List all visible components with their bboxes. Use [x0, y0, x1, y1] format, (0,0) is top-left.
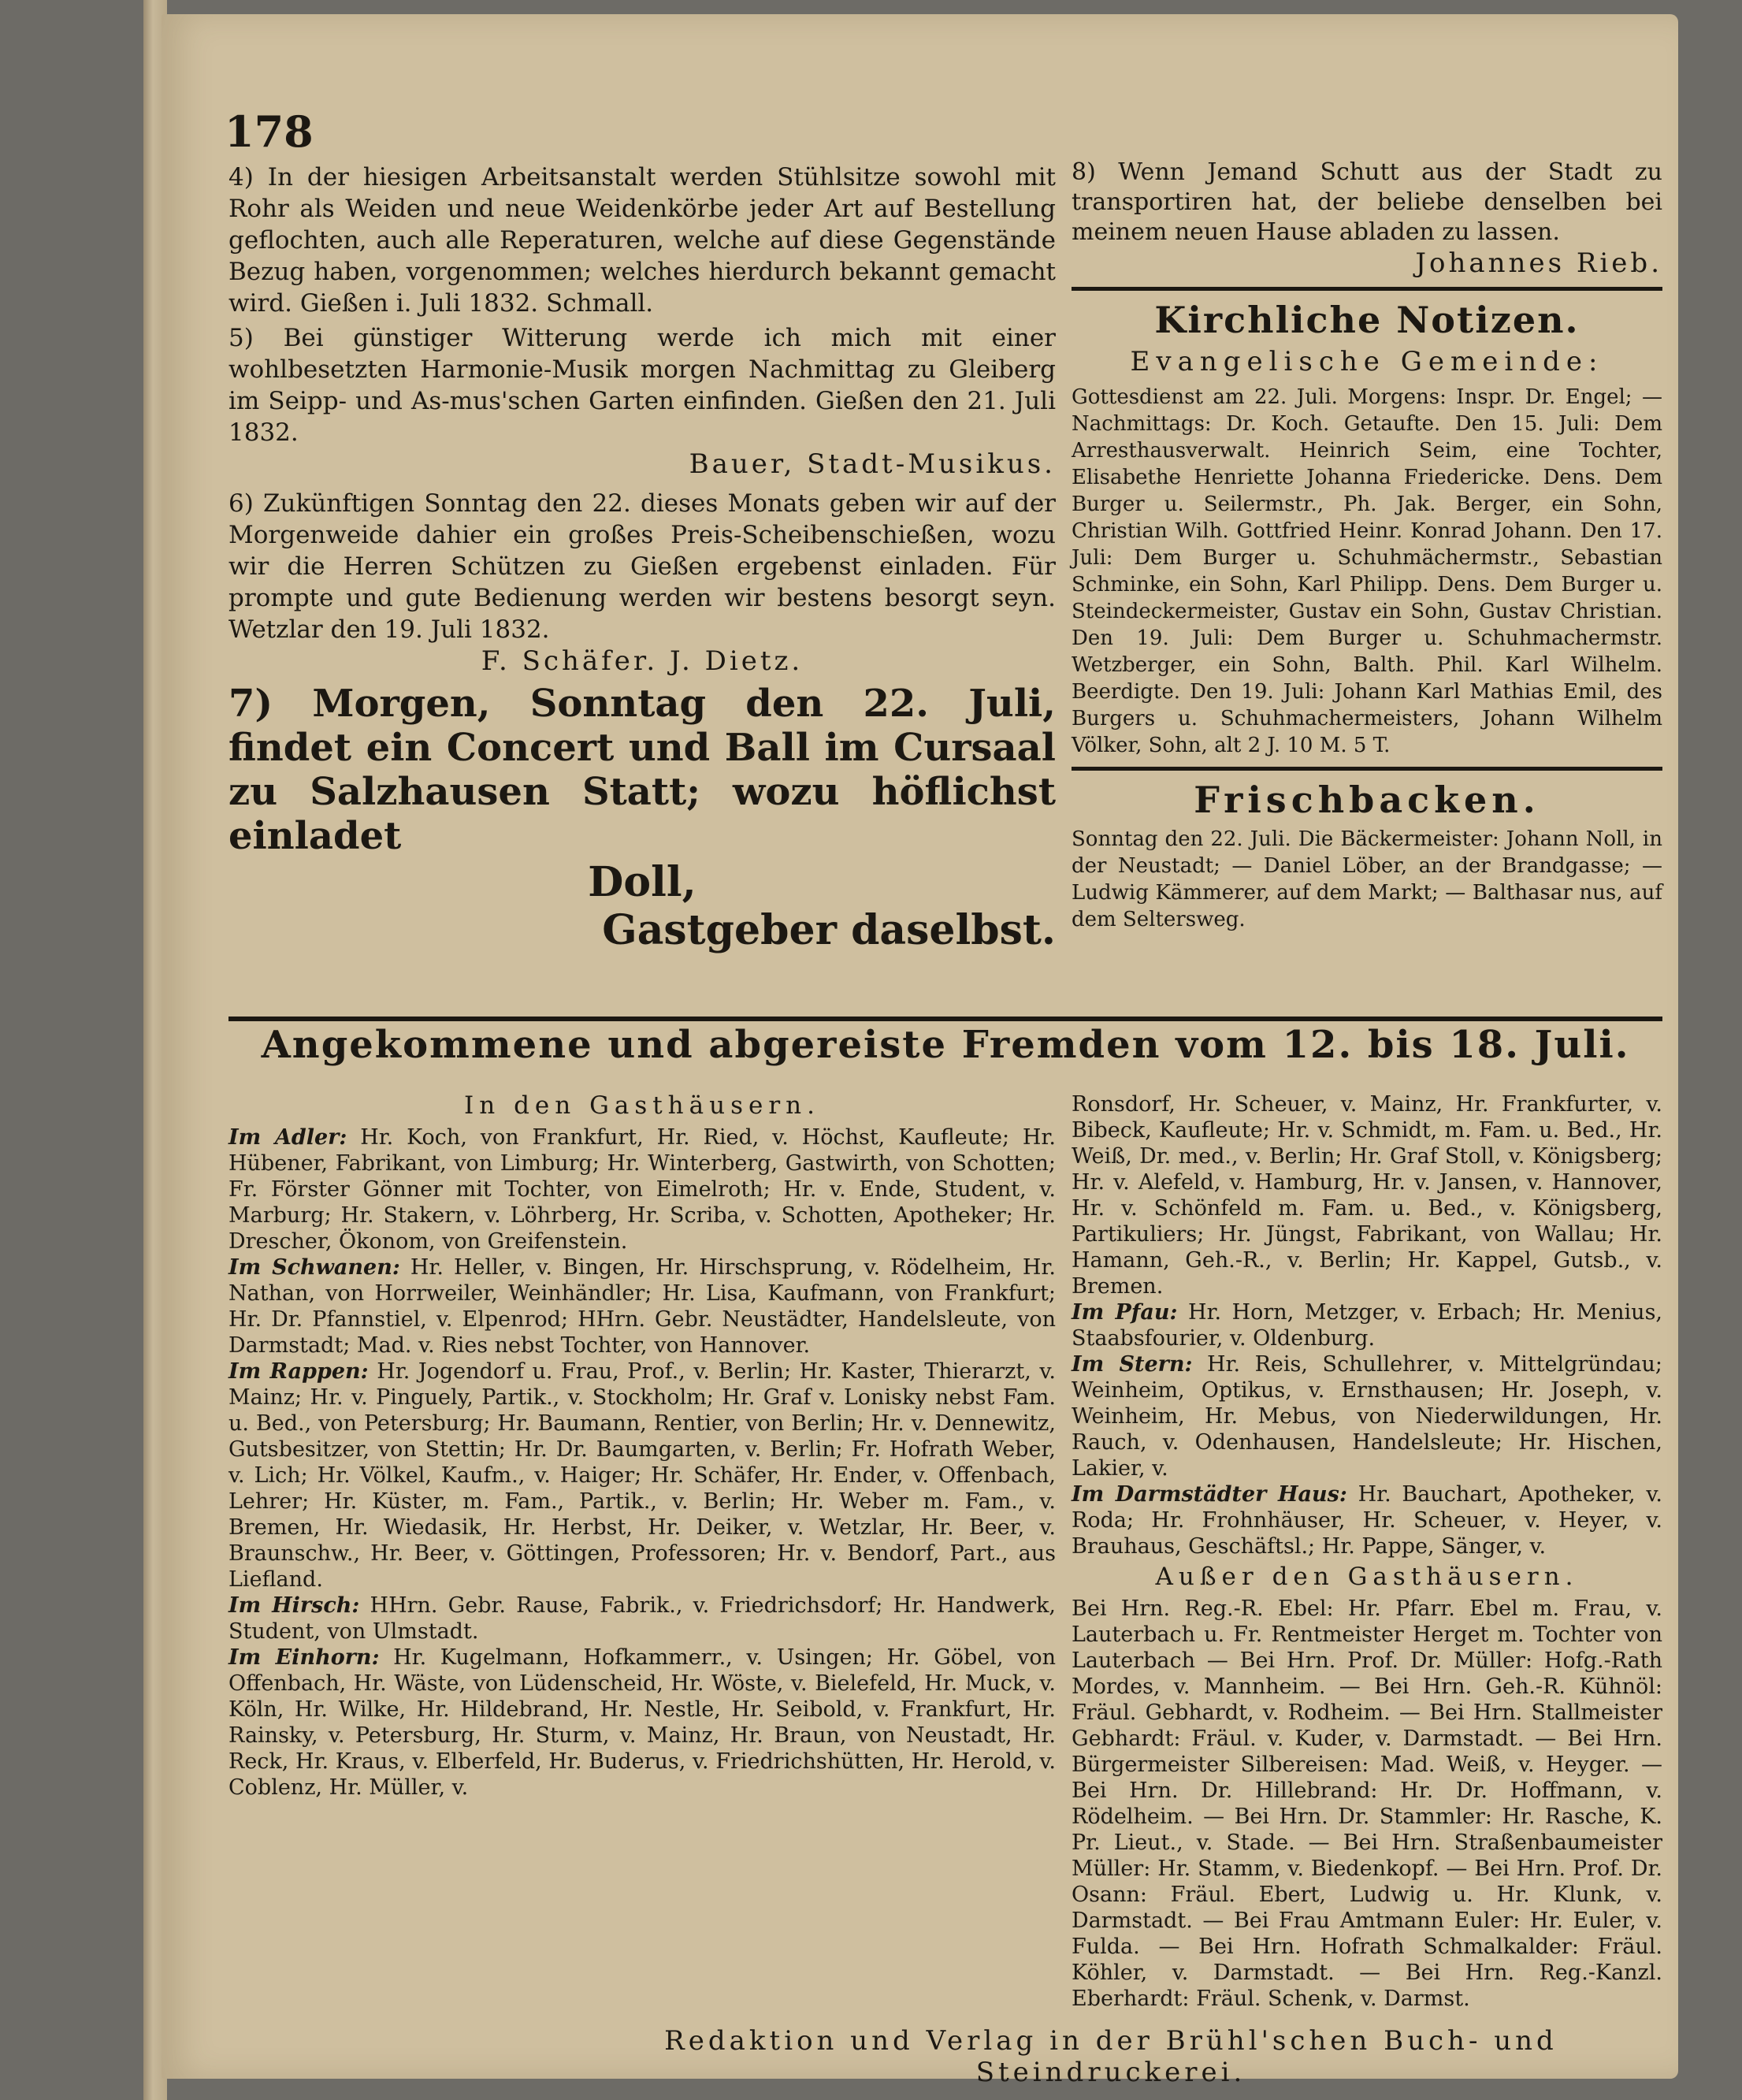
arrivals-title: Angekommene und abgereiste Fremden vom 12. bis 18. Juli.: [261, 1023, 1630, 1067]
rappen-entry: [228, 1358, 1056, 1593]
stern-text: Hr. Reis, Schullehrer, v. Mittelgründau; Weinheim, Optikus, v. Ernsthausen; Hr. Joseph, v. Weinheim, Hr. Mebus, von Niederwildungen, Hr. Rauch, v. Odenhausen, Handelsleute; Hr. Hischen, Lakier, v.: [1072, 1352, 1662, 1481]
stern-label: Im Stern:: [1072, 1352, 1193, 1377]
rappen-label: Im Rappen:: [228, 1359, 369, 1384]
divider-rule: [1072, 287, 1662, 291]
notice-5: 5) Bei günstiger Witterung werde ich mich mit einer wohlbesetzten Harmonie-Musik morgen Nachmittag zu Gleiberg im Seipp- und As-mus'schen Garten einfinden. Gießen den 21. Juli 1832.: [228, 324, 1056, 447]
inns-subheading: In den Gasthäusern.: [464, 1091, 820, 1120]
banner-rule: [228, 1017, 1662, 1021]
notice-5-signature: Bauer, Stadt-Musikus.: [689, 448, 1056, 480]
notice-8: 8) Wenn Jemand Schutt aus der Stadt zu transportiren hat, der beliebe denselben bei meinem neuen Hause abladen zu lassen.: [1072, 158, 1662, 246]
church-notices-heading: Kirchliche Notizen.: [1154, 299, 1580, 341]
notice-6: 6) Zukünftigen Sonntag den 22. dieses Monats geben wir auf der Morgenweide dahier ein großes Preis-Scheibenschießen, wozu wir die Herren Schützen zu Gießen ergebenst einladen. Für prompte und gute Bedienung werden wir bestens besorgt seyn. Wetzlar den 19. Juli 1832.: [228, 489, 1056, 644]
adler-label: Im Adler:: [228, 1125, 347, 1150]
bakery-heading: Frischbacken.: [1194, 779, 1540, 821]
darmstaedter-entry: [1072, 1481, 1662, 1559]
divider-rule: [1072, 767, 1662, 771]
arrivals-continued-text: Ronsdorf, Hr. Scheuer, v. Mainz, Hr. Frankfurter, v. Bibeck, Kaufleute; Hr. v. Schmidt, m. Fam. u. Bed., Hr. Weiß, Dr. med., v. Berlin; Hr. Graf Stoll, v. Königsberg; Hr. v. Alefeld, v. Hamburg, Hr. v. Jansen, v. Hannover, Hr. v. Schönfeld m. Fam. u. Bed., v. Königsberg, Partikuliers; Hr. Jüngst, Fabrikant, von Wallau; Hr. Hamann, Geh.-R., v. Berlin; Hr. Kappel, Gutsb., v. Bremen.: [1072, 1092, 1662, 1299]
hirsch-label: Im Hirsch:: [228, 1593, 360, 1618]
darmstaedter-text: Hr. Bauchart, Apotheker, v. Roda; Hr. Frohnhäuser, Hr. Scheuer, v. Heyer, v. Brauhaus, Geschäftsl.; Hr. Pappe, Sänger, v.: [1072, 1482, 1662, 1559]
schwanen-entry: [228, 1254, 1056, 1358]
einhorn-text: Hr. Kugelmann, Hofkammerr., v. Usingen; Hr. Göbel, von Offenbach, Hr. Wäste, von Lüdenscheid, Hr. Wöste, v. Bielefeld, Hr. Muck, v. Köln, Hr. Wilke, Hr. Hildebrand, Hr. Nestle, Hr. Seibold, v. Frankfurt, Hr. Rainsky, v. Petersburg, Hr. Sturm, v. Mainz, Hr. Braun, von Neustadt, Hr. Reck, Hr. Kraus, v. Elberfeld, Hr. Buderus, v. Friedrichshütten, Hr. Herold, v. Coblenz, Hr. Müller, v.: [228, 1645, 1056, 1800]
page-number: 178: [225, 106, 314, 157]
arrivals-left-column: [228, 1091, 1056, 1801]
pfau-entry: [1072, 1299, 1662, 1351]
church-subheading: Evangelische Gemeinde:: [1130, 346, 1604, 377]
notice-4: 4) In der hiesigen Arbeitsanstalt werden Stühlsitze sowohl mit Rohr als Weiden und neue Weidenkörbe jeder Art auf Bestellung geflochten, auch alle Reperaturen, welche auf diese Gegenstände Bezug haben, vorgenommen; welches hierdurch bekannt gemacht wird. Gießen i. Juli 1832. Schmall.: [228, 163, 1056, 318]
einhorn-label: Im Einhorn:: [228, 1645, 380, 1670]
notice-8-signature: Johannes Rieb.: [1415, 247, 1662, 279]
notice-7-signature-name: Doll,: [588, 858, 696, 906]
adler-entry: [228, 1124, 1056, 1254]
schwanen-label: Im Schwanen:: [228, 1255, 400, 1280]
hirsch-text: HHrn. Gebr. Rause, Fabrik., v. Friedrichsdorf; Hr. Handwerk, Student, von Ulmstadt.: [228, 1593, 1056, 1644]
notice-7-signature-title: Gastgeber daselbst.: [602, 906, 1056, 954]
bakery-text: Sonntag den 22. Juli. Die Bäckermeister: Johann Noll, in der Neustadt; — Daniel Löber, an der Brandgasse; — Ludwig Kämmerer, auf dem Markt; — Balthasar nus, auf dem Seltersweg.: [1072, 827, 1662, 931]
church-notices-text: Gottesdienst am 22. Juli. Morgens: Inspr. Dr. Engel; — Nachmittags: Dr. Koch. Getaufte. Den 15. Juli: Dem Arresthausverwalt. Heinrich Seim, eine Tochter, Elisabethe Henriette Johanna Friedericke. Dens. Dem Burger u. Seilermstr., Ph. Jak. Berger, ein Sohn, Christian Wilh. Gottfried Heinr. Konrad Johann. Den 17. Juli: Dem Burger u. Schuhmächermstr., Sebastian Schminke, ein Sohn, Karl Philipp. Dens. Dem Burger u. Steindeckermeister, Gustav ein Sohn, Gustav Christian. Den 19. Juli: Dem Burger u. Schuhmachermstr. Wetzberger, ein Sohn, Balth. Phil. Karl Wilhelm. Beerdigte. Den 19. Juli: Johann Karl Mathias Emil, des Burgers u. Schuhmachermeisters, Johann Wilhelm Völker, Sohn, alt 2 J. 10 M. 5 T.: [1072, 385, 1662, 757]
right-column: [1072, 158, 1662, 933]
publisher-footer: Redaktion und Verlag in der Brühl'schen Buch- und Steindruckerei.: [664, 2025, 1558, 2088]
darmstaedter-label: Im Darmstädter Haus:: [1072, 1482, 1347, 1507]
hirsch-entry: [228, 1593, 1056, 1645]
stern-entry: [1072, 1351, 1662, 1481]
notice-7: 7) Morgen, Sonntag den 22. Juli, findet ein Concert und Ball im Cursaal zu Salzhausen Statt; wozu höflichst einladet: [228, 682, 1056, 858]
notice-6-signature: F. Schäfer. J. Dietz.: [481, 645, 804, 677]
outside-inns-subheading: Außer den Gasthäusern.: [1155, 1563, 1579, 1591]
schwanen-text: Hr. Heller, v. Bingen, Hr. Hirschsprung, v. Rödelheim, Hr. Nathan, von Horrweiler, Weinhändler; Hr. Lisa, Kaufmann, von Frankfurt; Hr. Dr. Pfannstiel, v. Elpenrod; HHrn. Gebr. Neustädter, Handelsleute, von Darmstadt; Mad. v. Ries nebst Tochter, von Hannover.: [228, 1255, 1057, 1358]
arrivals-right-column: [1072, 1052, 1662, 2012]
left-column: [228, 162, 1056, 954]
rappen-text: Hr. Jogendorf u. Frau, Prof., v. Berlin; Hr. Kaster, Thierarzt, v. Mainz; Hr. v. Pinguely, Partik., v. Stockholm; Hr. Graf v. Lonisky nebst Fam. u. Bed., von Petersburg; Hr. Baumann, Rentier, von Berlin; Hr. v. Dennewitz, Gutsbesitzer, von Stettin; Hr. Dr. Baumgarten, v. Berlin; Fr. Hofrath Weber, v. Lich; Hr. Völkel, Kaufm., v. Haiger; Hr. Schäfer, Hr. Ender, v. Offenbach, Lehrer; Hr. Küster, m. Fam., Partik., v. Berlin; Hr. Weber m. Fam., v. Bremen, Hr. Wiedasik, Hr. Herbst, Hr. Deiker, v. Wetzlar, Hr. Beer, v. Braunschw., Hr. Beer, v. Göttingen, Professoren; Hr. v. Bendorf, Part., aus Liefland.: [228, 1359, 1056, 1592]
pfau-text: Hr. Horn, Metzger, v. Erbach; Hr. Menius, Staabsfourier, v. Oldenburg.: [1072, 1300, 1663, 1351]
adler-text: Hr. Koch, von Frankfurt, Hr. Ried, v. Höchst, Kaufleute; Hr. Hübener, Fabrikant, von Limburg; Hr. Winterberg, Gastwirth, von Schotten; Fr. Förster Gönner mit Tochter, von Eimelroth; Hr. v. Ende, Student, v. Marburg; Hr. Stakern, v. Löhrberg, Hr. Scriba, v. Schotten, Apotheker; Hr. Drescher, Ökonom, von Greifenstein.: [228, 1125, 1056, 1254]
pfau-label: Im Pfau:: [1072, 1300, 1178, 1325]
outside-inns-text: Bei Hrn. Reg.-R. Ebel: Hr. Pfarr. Ebel m. Frau, v. Lauterbach u. Fr. Rentmeister Herget m. Tochter von Lauterbach — Bei Hrn. Prof. Dr. Müller: Hofg.-Rath Mordes, v. Mannheim. — Bei Hrn. Geh.-R. Kühnöl: Fräul. Gebhardt, v. Rodheim. — Bei Hrn. Stallmeister Gebhardt: Fräul. v. Kuder, v. Darmstadt. — Bei Hrn. Bürgermeister Silbereisen: Mad. Weiß, v. Heyger. — Bei Hrn. Dr. Hillebrand: Hr. Dr. Hoffmann, v. Rödelheim. — Bei Hrn. Dr. Stammler: Hr. Rasche, K. Pr. Lieut., v. Stade. — Bei Hrn. Straßenbaumeister Müller: Hr. Stamm, v. Biedenkopf. — Bei Hrn. Prof. Dr. Osann: Fräul. Ebert, Ludwig u. Hr. Klunk, v. Darmstadt. — Bei Frau Amtmann Euler: Hr. Euler, v. Fulda. — Bei Hrn. Hofrath Schmalkalder: Fräul. Köhler, v. Darmstadt. — Bei Hrn. Reg.-Kanzl. Eberhardt: Fräul. Schenk, v. Darmst.: [1072, 1596, 1662, 2011]
einhorn-entry: [228, 1645, 1056, 1801]
